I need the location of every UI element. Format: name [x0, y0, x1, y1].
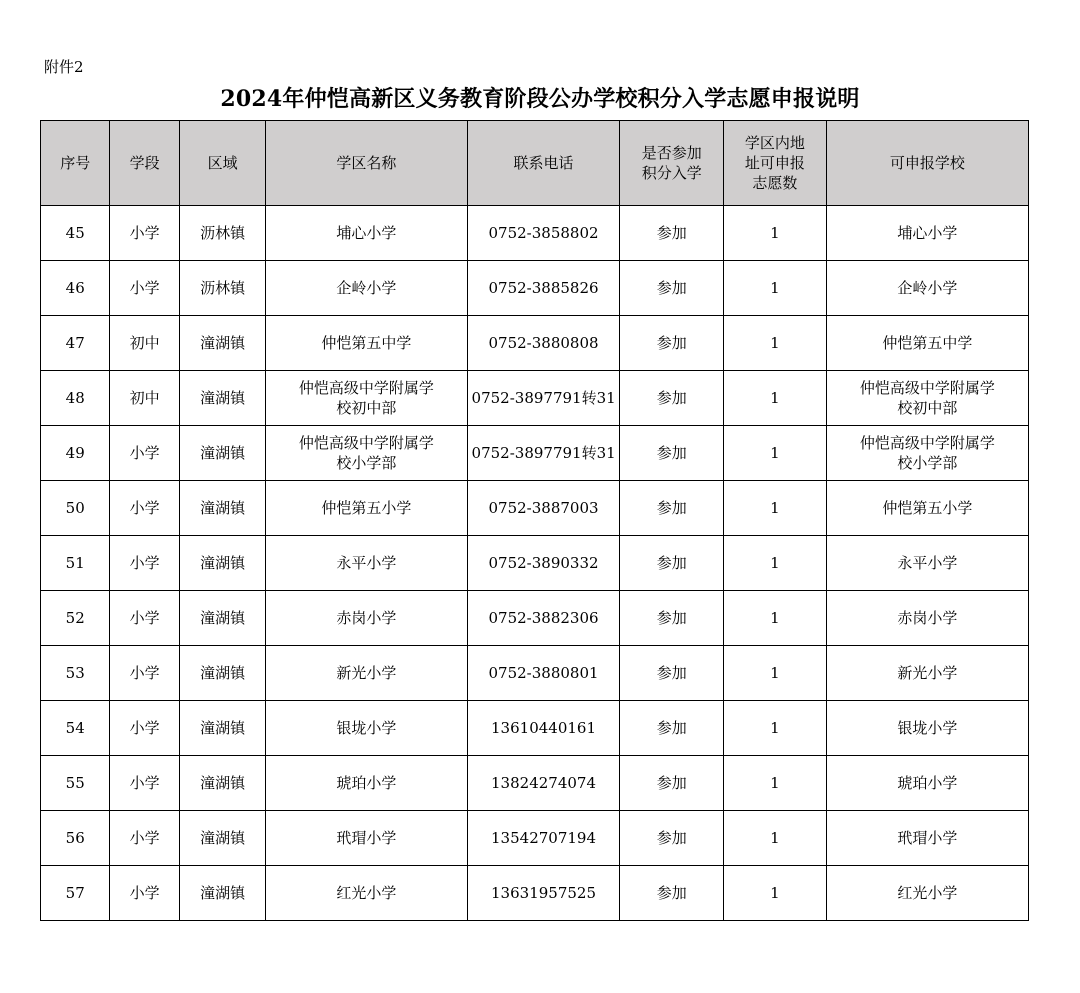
- table-row: [41, 591, 1029, 646]
- choice-count-cell: 1: [724, 426, 827, 481]
- stage-cell: 初中: [110, 371, 179, 426]
- index-cell: 48: [41, 371, 110, 426]
- phone-cell: 0752-3880801: [467, 646, 620, 701]
- participation-cell: 参加: [620, 316, 724, 371]
- district-name-cell: 仲恺第五中学: [266, 316, 467, 371]
- phone-cell: 0752-3880808: [467, 316, 620, 371]
- district-name-cell: 埔心小学: [266, 206, 467, 261]
- table-row: [41, 536, 1029, 591]
- table-row: [41, 701, 1029, 756]
- participation-cell: 参加: [620, 261, 724, 316]
- phone-cell: 0752-3882306: [467, 591, 620, 646]
- header-cell-area: 区域: [179, 121, 266, 206]
- table-row: [41, 756, 1029, 811]
- table-row: [41, 206, 1029, 261]
- phone-cell: 13610440161: [467, 701, 620, 756]
- area-cell: 沥林镇: [179, 261, 266, 316]
- eligible-school-cell: 赤岗小学: [826, 591, 1028, 646]
- eligible-school-cell: 埔心小学: [826, 206, 1028, 261]
- district-name-cell: 仲恺高级中学附属学校初中部: [266, 371, 467, 426]
- participation-cell: 参加: [620, 481, 724, 536]
- phone-cell: 0752-3858802: [467, 206, 620, 261]
- index-cell: 52: [41, 591, 110, 646]
- phone-cell: 13824274074: [467, 756, 620, 811]
- participation-cell: 参加: [620, 756, 724, 811]
- area-cell: 潼湖镇: [179, 756, 266, 811]
- district-name-cell: 红光小学: [266, 866, 467, 921]
- header-cell-phone: 联系电话: [467, 121, 620, 206]
- participation-cell: 参加: [620, 206, 724, 261]
- stage-cell: 小学: [110, 866, 179, 921]
- district-name-cell: 新光小学: [266, 646, 467, 701]
- school-table: [40, 120, 1029, 921]
- participation-cell: 参加: [620, 426, 724, 481]
- header-cell-eligible-schools: 可申报学校: [826, 121, 1028, 206]
- district-name-cell: 玳瑁小学: [266, 811, 467, 866]
- choice-count-cell: 1: [724, 481, 827, 536]
- stage-cell: 小学: [110, 756, 179, 811]
- district-name-cell: 仲恺第五小学: [266, 481, 467, 536]
- eligible-school-cell: 玳瑁小学: [826, 811, 1028, 866]
- stage-cell: 小学: [110, 261, 179, 316]
- index-cell: 45: [41, 206, 110, 261]
- index-cell: 56: [41, 811, 110, 866]
- table-row: [41, 426, 1029, 481]
- header-cell-index: 序号: [41, 121, 110, 206]
- district-name-cell: 企岭小学: [266, 261, 467, 316]
- header-cell-district-name: 学区名称: [266, 121, 467, 206]
- index-cell: 46: [41, 261, 110, 316]
- participation-cell: 参加: [620, 371, 724, 426]
- stage-cell: 小学: [110, 591, 179, 646]
- stage-cell: 小学: [110, 426, 179, 481]
- eligible-school-cell: 银垅小学: [826, 701, 1028, 756]
- header-cell-participation: 是否参加积分入学: [620, 121, 724, 206]
- phone-cell: 13631957525: [467, 866, 620, 921]
- header-row: [41, 121, 1029, 206]
- participation-cell: 参加: [620, 591, 724, 646]
- phone-cell: 13542707194: [467, 811, 620, 866]
- participation-cell: 参加: [620, 701, 724, 756]
- choice-count-cell: 1: [724, 316, 827, 371]
- choice-count-cell: 1: [724, 866, 827, 921]
- stage-cell: 小学: [110, 206, 179, 261]
- area-cell: 潼湖镇: [179, 316, 266, 371]
- eligible-school-cell: 仲恺第五中学: [826, 316, 1028, 371]
- area-cell: 潼湖镇: [179, 866, 266, 921]
- index-cell: 53: [41, 646, 110, 701]
- header-cell-stage: 学段: [110, 121, 179, 206]
- eligible-school-cell: 琥珀小学: [826, 756, 1028, 811]
- table-row: [41, 316, 1029, 371]
- participation-cell: 参加: [620, 866, 724, 921]
- phone-cell: 0752-3897791转31: [467, 371, 620, 426]
- area-cell: 潼湖镇: [179, 591, 266, 646]
- participation-cell: 参加: [620, 536, 724, 591]
- area-cell: 沥林镇: [179, 206, 266, 261]
- header-cell-choice-count: 学区内地址可申报志愿数: [724, 121, 827, 206]
- stage-cell: 小学: [110, 811, 179, 866]
- choice-count-cell: 1: [724, 371, 827, 426]
- district-name-cell: 赤岗小学: [266, 591, 467, 646]
- eligible-school-cell: 仲恺高级中学附属学校初中部: [826, 371, 1028, 426]
- district-name-cell: 银垅小学: [266, 701, 467, 756]
- area-cell: 潼湖镇: [179, 371, 266, 426]
- eligible-school-cell: 仲恺高级中学附属学校小学部: [826, 426, 1028, 481]
- district-name-cell: 永平小学: [266, 536, 467, 591]
- index-cell: 57: [41, 866, 110, 921]
- choice-count-cell: 1: [724, 646, 827, 701]
- choice-count-cell: 1: [724, 206, 827, 261]
- eligible-school-cell: 永平小学: [826, 536, 1028, 591]
- district-name-cell: 仲恺高级中学附属学校小学部: [266, 426, 467, 481]
- phone-cell: 0752-3897791转31: [467, 426, 620, 481]
- area-cell: 潼湖镇: [179, 646, 266, 701]
- area-cell: 潼湖镇: [179, 701, 266, 756]
- participation-cell: 参加: [620, 811, 724, 866]
- phone-cell: 0752-3890332: [467, 536, 620, 591]
- stage-cell: 小学: [110, 646, 179, 701]
- document-title: 2024年仲恺高新区义务教育阶段公办学校积分入学志愿申报说明: [220, 86, 860, 112]
- area-cell: 潼湖镇: [179, 536, 266, 591]
- table-row: [41, 261, 1029, 316]
- index-cell: 47: [41, 316, 110, 371]
- choice-count-cell: 1: [724, 261, 827, 316]
- choice-count-cell: 1: [724, 591, 827, 646]
- stage-cell: 小学: [110, 701, 179, 756]
- table-row: [41, 646, 1029, 701]
- stage-cell: 小学: [110, 481, 179, 536]
- choice-count-cell: 1: [724, 756, 827, 811]
- stage-cell: 初中: [110, 316, 179, 371]
- index-cell: 51: [41, 536, 110, 591]
- participation-cell: 参加: [620, 646, 724, 701]
- stage-cell: 小学: [110, 536, 179, 591]
- table-row: [41, 811, 1029, 866]
- table-row: [41, 481, 1029, 536]
- area-cell: 潼湖镇: [179, 426, 266, 481]
- eligible-school-cell: 仲恺第五小学: [826, 481, 1028, 536]
- choice-count-cell: 1: [724, 536, 827, 591]
- eligible-school-cell: 红光小学: [826, 866, 1028, 921]
- phone-cell: 0752-3885826: [467, 261, 620, 316]
- attachment-label: 附件2: [44, 58, 84, 76]
- index-cell: 54: [41, 701, 110, 756]
- table-body: [41, 206, 1029, 921]
- table-row: [41, 866, 1029, 921]
- index-cell: 55: [41, 756, 110, 811]
- eligible-school-cell: 新光小学: [826, 646, 1028, 701]
- area-cell: 潼湖镇: [179, 811, 266, 866]
- phone-cell: 0752-3887003: [467, 481, 620, 536]
- eligible-school-cell: 企岭小学: [826, 261, 1028, 316]
- index-cell: 50: [41, 481, 110, 536]
- index-cell: 49: [41, 426, 110, 481]
- choice-count-cell: 1: [724, 701, 827, 756]
- table-row: [41, 371, 1029, 426]
- table-header: [41, 121, 1029, 206]
- choice-count-cell: 1: [724, 811, 827, 866]
- district-name-cell: 琥珀小学: [266, 756, 467, 811]
- area-cell: 潼湖镇: [179, 481, 266, 536]
